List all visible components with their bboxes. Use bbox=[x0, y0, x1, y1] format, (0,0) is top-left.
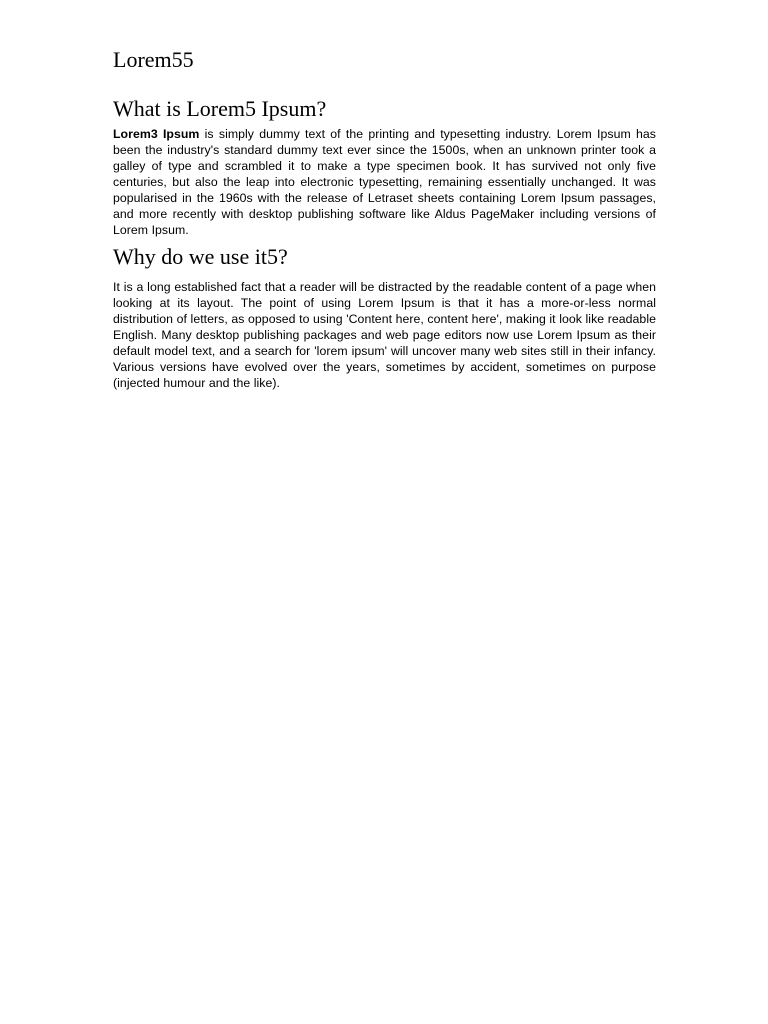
paragraph-body: is simply dummy text of the printing and typesetting industry. Lorem Ipsum has been the industry's standard dummy text ever since the 1500s, when an unknown printer took a galley of type and scrambled it to make a type specimen book. It has survived not only five centuries, but also the leap into electronic typesetting, remaining essentially unchanged. It was popularised in the 1960s with the release of Letraset sheets containing Lorem Ipsum passages, and more recently with desktop publishing software like Aldus PageMaker including versions of Lorem Ipsum. bbox=[113, 127, 656, 237]
section-heading-why: Why do we use it5? bbox=[113, 244, 288, 269]
document-title: Lorem55 bbox=[113, 47, 194, 72]
section-paragraph-why: It is a long established fact that a reader will be distracted by the readable content of a page when looking at its layout. The point of using Lorem Ipsum is that it has a more-or-less normal distribution of letters, as opposed to using 'Content here, content here', making it look like readable English. Many desktop publishing packages and web page editors now use Lorem Ipsum as their default model text, and a search for 'lorem ipsum' will uncover many web sites still in their infancy. Various versions have evolved over the years, sometimes by accident, sometimes on purpose (injected humour and the like). bbox=[113, 280, 656, 390]
document-page bbox=[113, 44, 656, 391]
section-heading-what: What is Lorem5 Ipsum? bbox=[113, 96, 327, 121]
bold-lead-text: Lorem3 Ipsum bbox=[113, 127, 200, 141]
section-paragraph-what bbox=[113, 126, 656, 238]
